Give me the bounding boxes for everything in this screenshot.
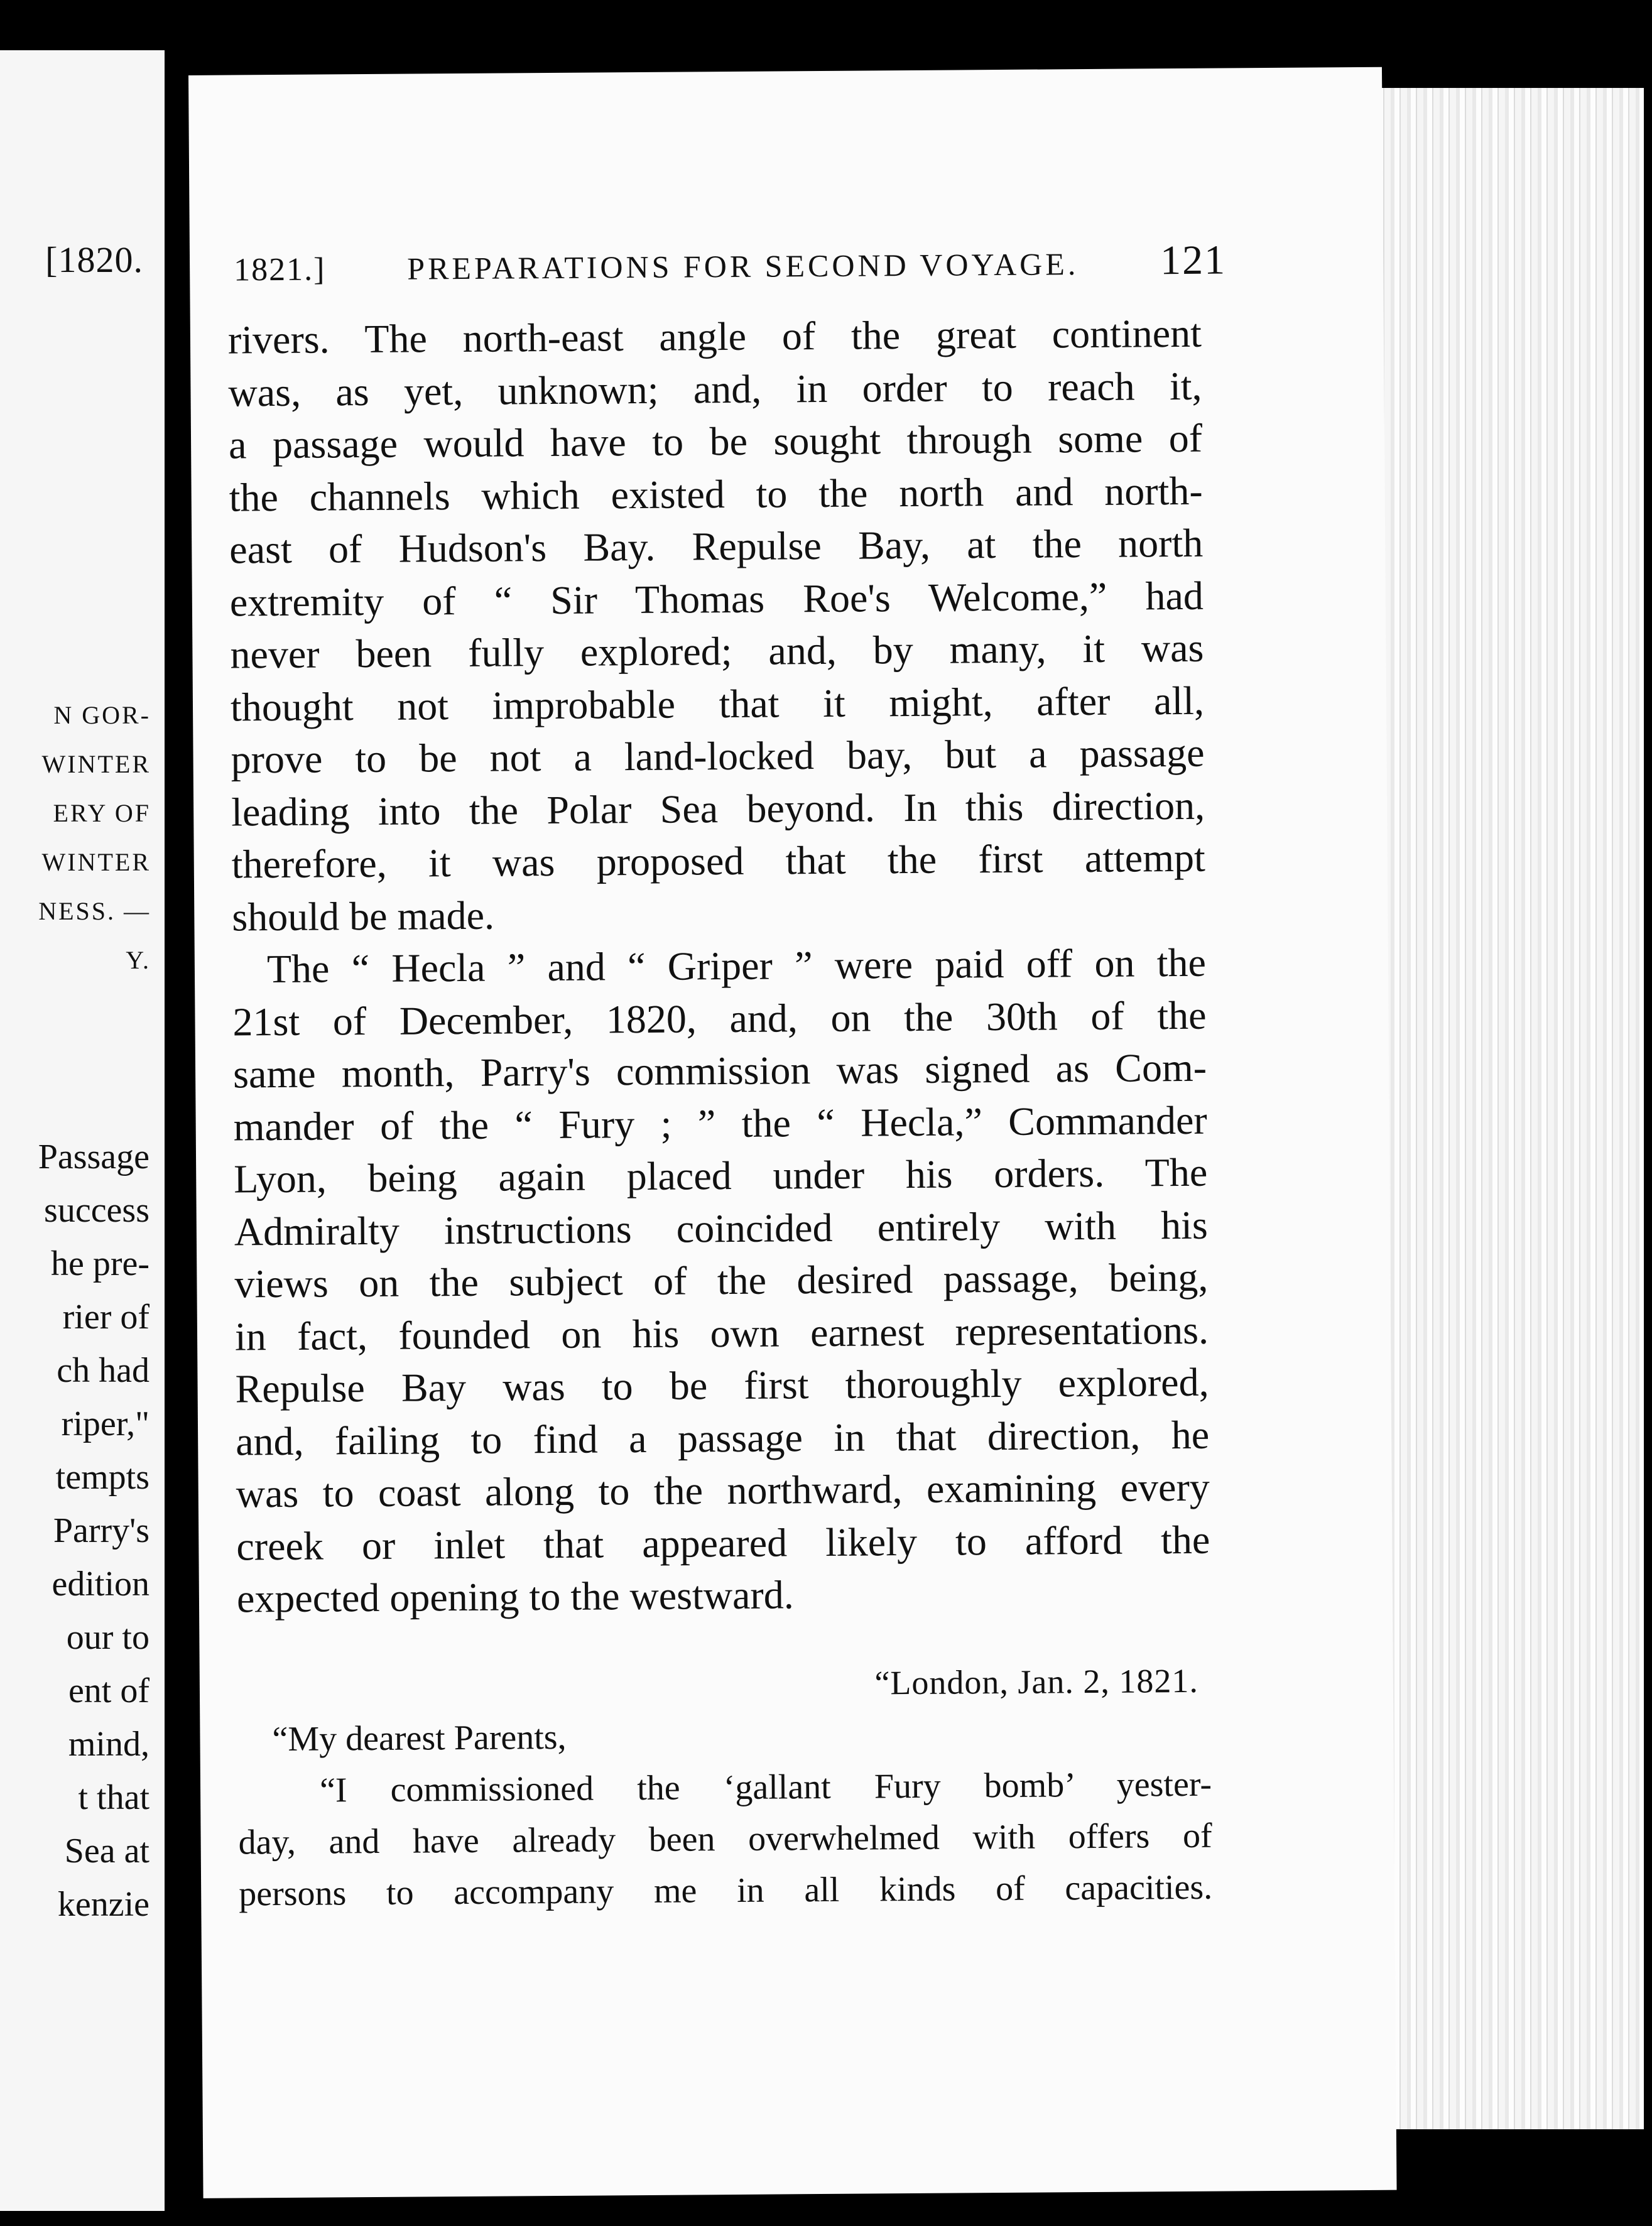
text-line: was, as yet, unknown; and, in order to reach it, [228,363,1202,415]
left-body-line: kenzie [57,1885,149,1924]
left-body-line: he pre- [50,1244,149,1283]
book-page-edges [1357,88,1644,2129]
left-body-line: mind, [68,1725,149,1764]
left-caps-line: Y. [126,946,151,974]
text-line: therefore, it was proposed that the first attempt [231,835,1205,887]
running-head-title: PREPARATIONS FOR SECOND VOYAGE. [407,246,1079,286]
body-text [228,307,1213,1920]
text-line: Admiralty instructions coincided entirely with his [234,1202,1209,1254]
left-body-line: Sea at [64,1832,149,1870]
text-line: in fact, founded on his own earnest representations. [234,1307,1209,1359]
running-head-year: 1821.] [233,251,326,288]
text-line: rivers. The north-east angle of the great continent [227,310,1202,362]
left-body-line: ch had [57,1351,149,1390]
text-line: “I commissioned the ‘gallant Fury bomb’ yester- [319,1764,1212,1810]
letter-salutation: “My dearest Parents, [272,1717,567,1759]
text-line: same month, Parry's commission was signed as Com- [232,1045,1207,1097]
running-head [234,236,1226,291]
left-body-line: t that [78,1778,149,1817]
text-line: should be made. [232,893,495,940]
left-body-line: our to [66,1618,149,1657]
text-line: expected opening to the westward. [236,1572,794,1621]
text-line: east of Hudson's Bay. Repulse Bay, at the north [229,520,1204,572]
text-line: views on the subject of the desired passage, being, [234,1254,1209,1306]
left-body-line: Parry's [53,1511,149,1550]
text-line: extremity of “ Sir Thomas Roe's Welcome,” had [229,573,1204,625]
text-line: never been fully explored; and, by many, it was [230,625,1204,677]
left-caps-line: ERY OF [53,799,151,827]
left-body-line: Passage [38,1137,149,1176]
text-line: was to coast along to the northward, examining every [236,1464,1210,1516]
text-line: and, failing to find a passage in that direction, he [235,1412,1210,1464]
left-body-line: edition [52,1565,149,1604]
text-line: the channels which existed to the north and north- [229,468,1203,520]
left-caps-line: NESS. — [38,897,151,925]
left-body-line: ent of [68,1671,149,1710]
left-page-chapter-summary [0,691,151,985]
text-line: mander of the “ Fury ; ” the “ Hecla,” Commander [233,1097,1207,1149]
text-line: Lyon, being again placed under his orders. The [234,1149,1208,1202]
left-caps-line: N GOR- [53,701,151,729]
paragraph-2 [232,937,1211,1625]
letter-body [237,1707,1212,1920]
text-line: 21st of December, 1820, and, on the 30th of the [232,992,1207,1045]
text-line: Repulse Bay was to be first thoroughly explored, [235,1359,1209,1411]
text-line: day, and have already been overwhelmed with offers of [238,1816,1212,1862]
text-line: The “ Hecla ” and “ Griper ” were paid off on the [266,940,1207,992]
text-line: prove to be not a land-locked bay, but a passage [231,730,1205,782]
text-line: a passage would have to be sought through some of [228,415,1203,467]
text-line: leading into the Polar Sea beyond. In this direction, [231,783,1205,835]
left-body-line: success [44,1191,149,1230]
paragraph-1 [228,307,1206,943]
text-line: creek or inlet that appeared likely to afford the [236,1517,1210,1569]
left-body-line: tempts [55,1458,149,1497]
left-caps-line: WINTER [41,848,151,876]
left-facing-page [0,50,165,2211]
text-line: persons to accompany me in all kinds of capacities. [238,1867,1213,1914]
right-page [188,67,1397,2198]
book-gutter [165,50,190,2211]
left-page-body [0,1131,149,1931]
page-number: 121 [1160,237,1227,284]
left-body-line: riper," [61,1404,149,1443]
letter-dateline: “London, Jan. 2, 1821. [874,1661,1199,1702]
left-caps-line: WINTER [41,750,151,778]
left-body-line: rier of [62,1298,149,1337]
text-line: thought not improbable that it might, after all, [230,678,1205,730]
left-page-header: [1820. [45,239,143,280]
